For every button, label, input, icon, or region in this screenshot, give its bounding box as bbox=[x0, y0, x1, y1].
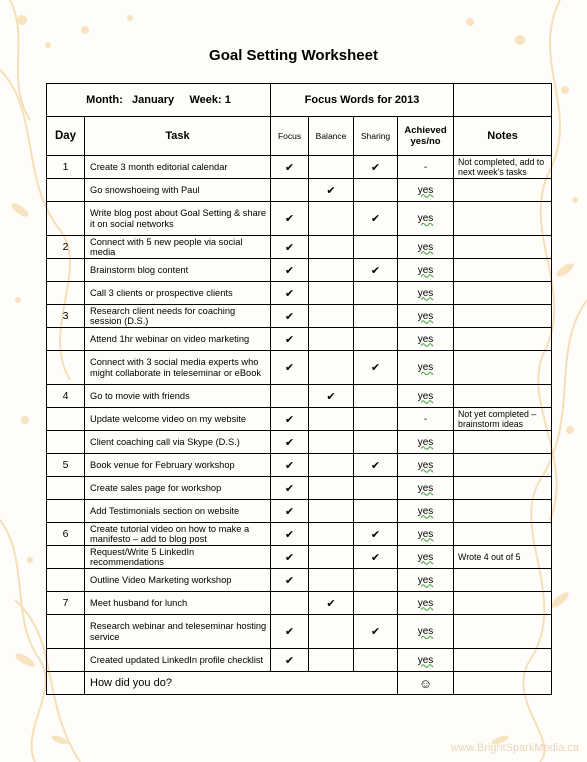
day-cell bbox=[47, 454, 85, 477]
notes-text: Not completed, add to next week's tasks bbox=[458, 156, 545, 177]
check-mark-icon: ✔ bbox=[284, 482, 295, 495]
task-cell bbox=[85, 477, 271, 500]
balance-cell bbox=[309, 649, 354, 672]
achieved-cell bbox=[398, 454, 454, 477]
sharing-cell bbox=[354, 259, 398, 282]
smiley-icon: ☺ bbox=[398, 672, 454, 695]
balance-cell bbox=[309, 202, 354, 236]
achieved-value: - bbox=[423, 413, 428, 425]
check-mark-icon: ✔ bbox=[284, 654, 295, 667]
focus-cell bbox=[271, 351, 309, 385]
day-text: 2 bbox=[62, 241, 69, 253]
week-value: 1 bbox=[224, 94, 231, 106]
task-text: Create sales page for workshop bbox=[90, 482, 222, 493]
day-cell bbox=[47, 385, 85, 408]
achieved-value: yes bbox=[417, 362, 434, 373]
task-rows bbox=[47, 156, 552, 672]
achieved-cell bbox=[398, 156, 454, 179]
task-text: Connect with 3 social media experts who might collaborate in teleseminar or eBook bbox=[90, 357, 262, 378]
sharing-cell bbox=[354, 202, 398, 236]
check-mark-icon: ✔ bbox=[326, 390, 336, 403]
task-cell bbox=[85, 500, 271, 523]
achieved-cell bbox=[398, 408, 454, 431]
task-cell bbox=[85, 649, 271, 672]
achieved-value: yes bbox=[417, 310, 434, 322]
table-row bbox=[47, 282, 552, 305]
achieved-value: yes bbox=[417, 436, 434, 448]
task-cell bbox=[85, 431, 271, 454]
check-mark-icon: ✔ bbox=[284, 436, 295, 449]
sharing-cell bbox=[354, 236, 398, 259]
table-row bbox=[47, 305, 552, 328]
notes-cell bbox=[454, 385, 552, 408]
check-mark-icon: ✔ bbox=[326, 184, 336, 197]
col-focus: Focus bbox=[271, 117, 309, 156]
achieved-value: yes bbox=[417, 459, 434, 471]
balance-cell bbox=[309, 523, 354, 546]
achieved-value: yes bbox=[417, 390, 434, 402]
balance-cell bbox=[309, 351, 354, 385]
check-mark-icon: ✔ bbox=[370, 626, 381, 638]
focus-cell bbox=[271, 156, 309, 179]
focus-cell bbox=[271, 615, 309, 649]
focus-cell bbox=[271, 202, 309, 236]
achieved-cell bbox=[398, 431, 454, 454]
task-cell bbox=[85, 454, 271, 477]
balance-cell bbox=[309, 328, 354, 351]
notes-cell bbox=[454, 454, 552, 477]
achieved-value: yes bbox=[417, 654, 434, 666]
check-mark-icon: ✔ bbox=[284, 264, 295, 277]
focus-cell bbox=[271, 569, 309, 592]
achieved-value: - bbox=[423, 161, 428, 173]
task-text: Meet husband for lunch bbox=[90, 597, 188, 608]
achieved-cell bbox=[398, 615, 454, 649]
sharing-cell bbox=[354, 328, 398, 351]
achieved-cell bbox=[398, 500, 454, 523]
day-cell bbox=[47, 179, 85, 202]
task-text: Update welcome video on my website bbox=[90, 413, 247, 424]
focus-cell bbox=[271, 305, 309, 328]
task-text: Call 3 clients or prospective clients bbox=[90, 287, 233, 298]
day-text: 5 bbox=[62, 459, 69, 471]
achieved-cell bbox=[398, 328, 454, 351]
col-notes: Notes bbox=[454, 117, 552, 156]
task-text: Go to movie with friends bbox=[90, 390, 190, 401]
day-cell bbox=[47, 477, 85, 500]
focus-cell bbox=[271, 649, 309, 672]
achieved-value: yes bbox=[417, 333, 434, 345]
check-mark-icon: ✔ bbox=[284, 551, 295, 564]
sharing-cell bbox=[354, 282, 398, 305]
notes-cell bbox=[454, 156, 552, 179]
sharing-cell bbox=[354, 351, 398, 385]
sharing-cell bbox=[354, 569, 398, 592]
month-value: January bbox=[131, 94, 175, 106]
notes-cell bbox=[454, 328, 552, 351]
sharing-cell bbox=[354, 615, 398, 649]
balance-cell bbox=[309, 282, 354, 305]
table-row bbox=[47, 408, 552, 431]
check-mark-icon: ✔ bbox=[370, 213, 381, 225]
sharing-cell bbox=[354, 500, 398, 523]
task-cell bbox=[85, 523, 271, 546]
day-cell bbox=[47, 592, 85, 615]
table-row bbox=[47, 156, 552, 179]
balance-cell bbox=[309, 385, 354, 408]
table-row bbox=[47, 179, 552, 202]
day-cell bbox=[47, 649, 85, 672]
sharing-cell bbox=[354, 431, 398, 454]
check-mark-icon: ✔ bbox=[284, 459, 295, 472]
how-did-you-do: How did you do? bbox=[85, 672, 398, 695]
day-cell bbox=[47, 156, 85, 179]
sharing-cell bbox=[354, 546, 398, 569]
balance-cell bbox=[309, 431, 354, 454]
check-mark-icon: ✔ bbox=[370, 264, 381, 277]
month-label: Month: bbox=[86, 94, 123, 106]
day-cell bbox=[47, 569, 85, 592]
focus-cell bbox=[271, 179, 309, 202]
column-header-row bbox=[47, 117, 552, 156]
day-cell bbox=[47, 236, 85, 259]
task-cell bbox=[85, 179, 271, 202]
achieved-cell bbox=[398, 236, 454, 259]
balance-cell bbox=[309, 454, 354, 477]
balance-cell bbox=[309, 592, 354, 615]
achieved-cell bbox=[398, 477, 454, 500]
check-mark-icon: ✔ bbox=[284, 505, 295, 518]
day-cell bbox=[47, 305, 85, 328]
notes-cell bbox=[454, 523, 552, 546]
col-balance: Balance bbox=[309, 117, 354, 156]
focus-cell bbox=[271, 431, 309, 454]
table-row bbox=[47, 454, 552, 477]
watermark: www.BrightSparkMedia.ca bbox=[450, 742, 579, 754]
sharing-cell bbox=[354, 385, 398, 408]
task-text: Client coaching call via Skype (D.S.) bbox=[90, 436, 240, 447]
check-mark-icon: ✔ bbox=[370, 459, 381, 472]
achieved-value: yes bbox=[417, 287, 434, 299]
check-mark-icon: ✔ bbox=[284, 574, 295, 587]
notes-text: Wrote 4 out of 5 bbox=[458, 551, 521, 562]
achieved-cell bbox=[398, 282, 454, 305]
day-cell bbox=[47, 408, 85, 431]
focus-cell bbox=[271, 523, 309, 546]
achieved-value: yes bbox=[417, 482, 434, 494]
notes-cell bbox=[454, 477, 552, 500]
check-mark-icon: ✔ bbox=[284, 626, 295, 638]
col-achieved: Achieved yes/no bbox=[398, 117, 454, 156]
task-text: Write blog post about Goal Setting & share it on social networks bbox=[90, 208, 267, 229]
achieved-value: yes bbox=[417, 213, 434, 224]
notes-cell bbox=[454, 408, 552, 431]
table-row bbox=[47, 649, 552, 672]
achieved-cell bbox=[398, 202, 454, 236]
achieved-cell bbox=[398, 523, 454, 546]
achieved-cell bbox=[398, 546, 454, 569]
task-cell bbox=[85, 592, 271, 615]
balance-cell bbox=[309, 305, 354, 328]
day-text: 7 bbox=[62, 597, 69, 609]
notes-cell bbox=[454, 592, 552, 615]
check-mark-icon: ✔ bbox=[284, 213, 295, 225]
task-text: Research client needs for coaching session (D.S.) bbox=[90, 305, 236, 326]
balance-cell bbox=[309, 408, 354, 431]
summary-row bbox=[47, 672, 552, 695]
achieved-cell bbox=[398, 649, 454, 672]
header-row-period bbox=[47, 84, 552, 117]
table-row bbox=[47, 385, 552, 408]
check-mark-icon: ✔ bbox=[370, 528, 381, 541]
task-cell bbox=[85, 282, 271, 305]
task-text: Created updated LinkedIn profile checklist bbox=[90, 654, 264, 665]
focus-cell bbox=[271, 408, 309, 431]
summary-notes-cell bbox=[454, 672, 552, 695]
achieved-cell bbox=[398, 351, 454, 385]
day-text: 3 bbox=[62, 310, 69, 322]
sharing-cell bbox=[354, 592, 398, 615]
achieved-cell bbox=[398, 305, 454, 328]
task-cell bbox=[85, 305, 271, 328]
notes-cell bbox=[454, 351, 552, 385]
check-mark-icon: ✔ bbox=[326, 597, 336, 610]
month-week-cell bbox=[47, 84, 271, 117]
header-empty-cell bbox=[454, 84, 552, 117]
worksheet-title: Goal Setting Worksheet bbox=[209, 47, 378, 64]
table-row bbox=[47, 523, 552, 546]
notes-cell bbox=[454, 546, 552, 569]
focus-cell bbox=[271, 454, 309, 477]
balance-cell bbox=[309, 546, 354, 569]
sharing-cell bbox=[354, 649, 398, 672]
check-mark-icon: ✔ bbox=[284, 161, 295, 174]
achieved-cell bbox=[398, 179, 454, 202]
notes-cell bbox=[454, 569, 552, 592]
table-row bbox=[47, 569, 552, 592]
col-sharing: Sharing bbox=[354, 117, 398, 156]
achieved-value: yes bbox=[417, 574, 434, 586]
check-mark-icon: ✔ bbox=[284, 241, 295, 254]
table-row bbox=[47, 592, 552, 615]
notes-text: Not yet completed – brainstorm ideas bbox=[458, 408, 537, 429]
check-mark-icon: ✔ bbox=[370, 551, 381, 564]
notes-cell bbox=[454, 259, 552, 282]
task-cell bbox=[85, 156, 271, 179]
achieved-value: yes bbox=[417, 626, 434, 637]
day-cell bbox=[47, 546, 85, 569]
balance-cell bbox=[309, 477, 354, 500]
sharing-cell bbox=[354, 156, 398, 179]
table-row bbox=[47, 477, 552, 500]
table-row bbox=[47, 202, 552, 236]
day-text: 1 bbox=[62, 161, 69, 173]
task-cell bbox=[85, 615, 271, 649]
task-cell bbox=[85, 259, 271, 282]
focus-cell bbox=[271, 546, 309, 569]
sharing-cell bbox=[354, 477, 398, 500]
balance-cell bbox=[309, 259, 354, 282]
task-text: Book venue for February workshop bbox=[90, 459, 235, 470]
focus-words-heading: Focus Words for 2013 bbox=[271, 84, 454, 117]
task-text: Outline Video Marketing workshop bbox=[90, 574, 232, 585]
balance-cell bbox=[309, 569, 354, 592]
task-text: Brainstorm blog content bbox=[90, 264, 189, 275]
day-cell bbox=[47, 500, 85, 523]
day-cell bbox=[47, 259, 85, 282]
table-row bbox=[47, 431, 552, 454]
focus-cell bbox=[271, 385, 309, 408]
focus-cell bbox=[271, 259, 309, 282]
notes-cell bbox=[454, 282, 552, 305]
table-row bbox=[47, 546, 552, 569]
task-cell bbox=[85, 236, 271, 259]
achieved-value: yes bbox=[417, 264, 434, 276]
summary-day-cell bbox=[47, 672, 85, 695]
achieved-cell bbox=[398, 592, 454, 615]
balance-cell bbox=[309, 500, 354, 523]
week-label: Week: bbox=[189, 94, 222, 106]
sharing-cell bbox=[354, 179, 398, 202]
achieved-value: yes bbox=[417, 597, 434, 609]
achieved-value: yes bbox=[417, 241, 434, 253]
table-row bbox=[47, 236, 552, 259]
sharing-cell bbox=[354, 408, 398, 431]
achieved-cell bbox=[398, 259, 454, 282]
col-day: Day bbox=[47, 117, 85, 156]
sharing-cell bbox=[354, 454, 398, 477]
balance-cell bbox=[309, 236, 354, 259]
achieved-value: yes bbox=[417, 528, 434, 540]
day-text: 4 bbox=[62, 390, 69, 402]
achieved-cell bbox=[398, 569, 454, 592]
check-mark-icon: ✔ bbox=[284, 362, 295, 374]
task-cell bbox=[85, 385, 271, 408]
notes-cell bbox=[454, 431, 552, 454]
check-mark-icon: ✔ bbox=[284, 310, 295, 323]
achieved-cell bbox=[398, 385, 454, 408]
notes-cell bbox=[454, 236, 552, 259]
table-row bbox=[47, 500, 552, 523]
notes-cell bbox=[454, 500, 552, 523]
day-cell bbox=[47, 202, 85, 236]
col-task: Task bbox=[85, 117, 271, 156]
task-text: Request/Write 5 LinkedIn recommendations bbox=[90, 546, 195, 567]
check-mark-icon: ✔ bbox=[284, 287, 295, 300]
check-mark-icon: ✔ bbox=[370, 362, 381, 374]
check-mark-icon: ✔ bbox=[284, 333, 295, 346]
task-text: Connect with 5 new people via social media bbox=[90, 236, 243, 257]
achieved-value: yes bbox=[417, 184, 434, 196]
task-cell bbox=[85, 328, 271, 351]
notes-cell bbox=[454, 615, 552, 649]
focus-cell bbox=[271, 500, 309, 523]
check-mark-icon: ✔ bbox=[284, 528, 295, 541]
sharing-cell bbox=[354, 523, 398, 546]
task-cell bbox=[85, 202, 271, 236]
task-text: Research webinar and teleseminar hosting service bbox=[90, 621, 267, 642]
table-row bbox=[47, 259, 552, 282]
notes-cell bbox=[454, 179, 552, 202]
task-text: Add Testimonials section on website bbox=[90, 505, 240, 516]
task-text: Create tutorial video on how to make a manifesto – add to blog post bbox=[90, 523, 250, 544]
day-text: 6 bbox=[62, 528, 69, 540]
achieved-value: yes bbox=[417, 551, 434, 563]
focus-cell bbox=[271, 592, 309, 615]
notes-cell bbox=[454, 649, 552, 672]
notes-cell bbox=[454, 202, 552, 236]
notes-cell bbox=[454, 305, 552, 328]
balance-cell bbox=[309, 615, 354, 649]
achieved-value: yes bbox=[417, 505, 434, 517]
day-cell bbox=[47, 615, 85, 649]
balance-cell bbox=[309, 179, 354, 202]
sharing-cell bbox=[354, 305, 398, 328]
task-text: Create 3 month editorial calendar bbox=[90, 161, 228, 172]
table-row bbox=[47, 615, 552, 649]
task-cell bbox=[85, 546, 271, 569]
day-cell bbox=[47, 282, 85, 305]
table-row bbox=[47, 328, 552, 351]
balance-cell bbox=[309, 156, 354, 179]
task-text: Attend 1hr webinar on video marketing bbox=[90, 333, 250, 344]
focus-cell bbox=[271, 282, 309, 305]
task-cell bbox=[85, 351, 271, 385]
task-text: Go snowshoeing with Paul bbox=[90, 184, 200, 195]
check-mark-icon: ✔ bbox=[284, 413, 295, 426]
table-row bbox=[47, 351, 552, 385]
focus-cell bbox=[271, 328, 309, 351]
focus-cell bbox=[271, 236, 309, 259]
day-cell bbox=[47, 351, 85, 385]
day-cell bbox=[47, 431, 85, 454]
day-cell bbox=[47, 523, 85, 546]
check-mark-icon: ✔ bbox=[370, 161, 381, 174]
task-cell bbox=[85, 569, 271, 592]
task-cell bbox=[85, 408, 271, 431]
worksheet-table bbox=[46, 83, 552, 695]
focus-cell bbox=[271, 477, 309, 500]
day-cell bbox=[47, 328, 85, 351]
